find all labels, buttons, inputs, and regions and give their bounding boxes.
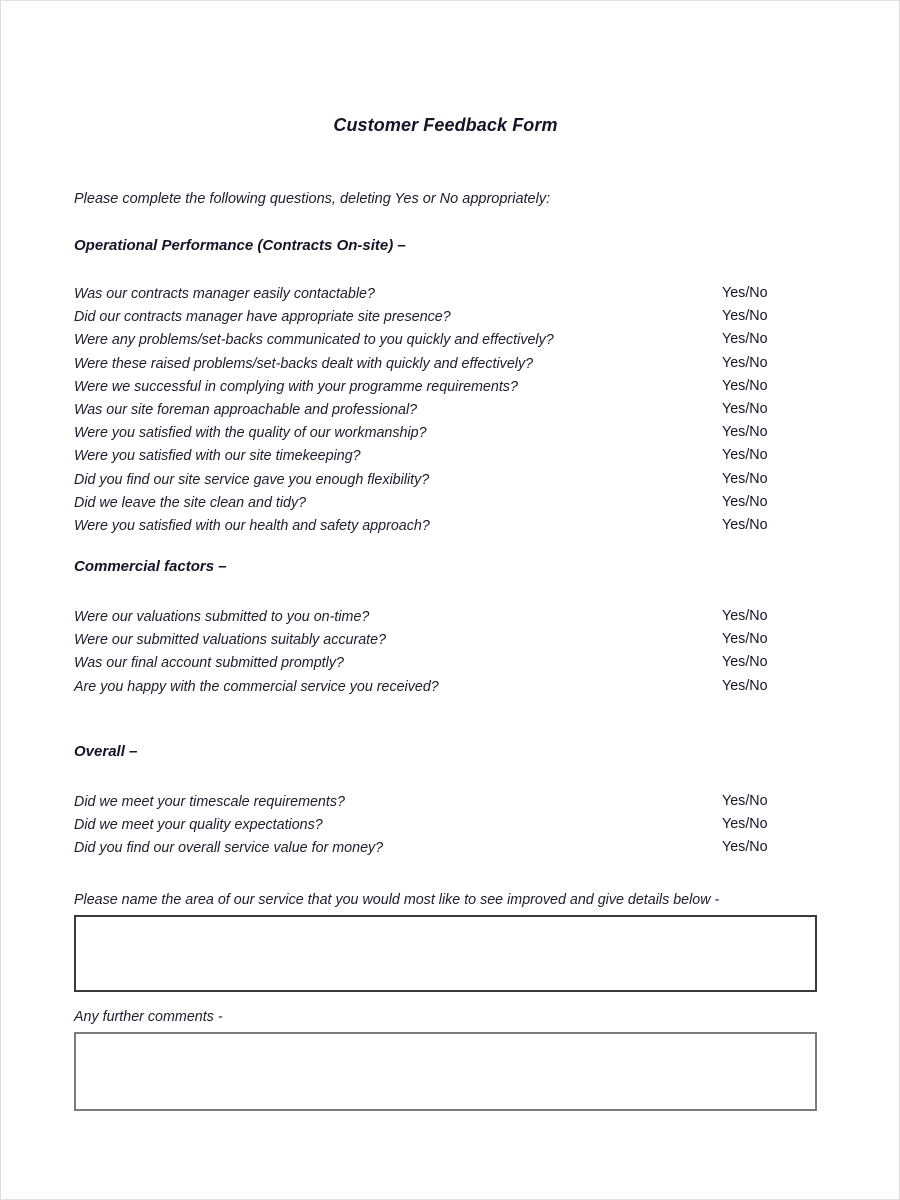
answer-yes-no[interactable]: Yes/No [722,308,768,325]
question-row [74,398,817,421]
question-text: Were our valuations submitted to you on-time? [74,609,370,625]
improvement-prompt-label: Please name the area of our service that you would most like to see improved and give details below - [74,892,720,908]
question-text: Was our final account submitted promptly? [74,655,344,672]
question-row [74,813,817,836]
section-heading-overall: Overall – [74,743,138,760]
question-row [74,514,817,537]
question-row [74,651,817,674]
question-row [74,675,817,698]
instruction-text: Please complete the following questions, deleting Yes or No appropriately: [74,191,551,207]
answer-yes-no[interactable]: Yes/No [722,816,768,833]
answer-yes-no[interactable]: Yes/No [722,285,768,301]
question-row [74,836,817,859]
answer-yes-no[interactable]: Yes/No [722,377,768,394]
question-text: Did you find our site service gave you enough flexibility? [74,471,430,488]
question-row [74,421,817,444]
question-text: Were our submitted valuations suitably accurate? [74,632,387,649]
question-row [74,328,817,351]
question-text: Were you satisfied with the quality of our workmanship? [74,425,427,442]
question-text: Were you satisfied with our health and safety approach? [74,517,430,534]
answer-yes-no[interactable]: Yes/No [722,493,768,510]
answer-yes-no[interactable]: Yes/No [722,839,768,856]
answer-yes-no[interactable]: Yes/No [722,631,768,648]
answer-yes-no[interactable]: Yes/No [722,400,768,417]
question-text: Did we meet your timescale requirements? [74,794,345,810]
answer-yes-no[interactable]: Yes/No [722,677,768,694]
question-text: Did we leave the site clean and tidy? [74,494,307,511]
improvement-answer-box[interactable] [74,915,817,992]
question-row [74,375,817,398]
answer-yes-no[interactable]: Yes/No [722,424,768,441]
question-text: Did you find our overall service value for money? [74,840,384,857]
question-text: Was our site foreman approachable and professional? [74,401,418,418]
answer-yes-no[interactable]: Yes/No [722,608,768,624]
question-list-overall [74,790,817,860]
question-text: Did we meet your quality expectations? [74,817,323,834]
answer-yes-no[interactable]: Yes/No [722,470,768,487]
answer-yes-no[interactable]: Yes/No [722,654,768,671]
answer-yes-no[interactable]: Yes/No [722,793,768,809]
question-row [74,468,817,491]
answer-yes-no[interactable]: Yes/No [722,354,768,371]
question-list-commercial [74,605,817,698]
question-text: Were we successful in complying with your programme requirements? [74,378,518,395]
question-text: Did our contracts manager have appropriate site presence? [74,309,451,326]
answer-yes-no[interactable]: Yes/No [722,331,768,348]
question-text: Were these raised problems/set-backs dealt with quickly and effectively? [74,355,534,372]
question-text: Was our contracts manager easily contactable? [74,286,375,302]
page-title: Customer Feedback Form [333,115,558,135]
section-heading-operational: Operational Performance (Contracts On-site) – [74,237,406,254]
question-text: Are you happy with the commercial service you received? [74,678,439,695]
question-row [74,605,817,628]
question-row [74,282,817,305]
comments-prompt-label: Any further comments - [74,1009,223,1025]
question-row [74,790,817,813]
comments-answer-box[interactable] [74,1032,817,1111]
question-list-operational [74,282,817,537]
answer-yes-no[interactable]: Yes/No [722,516,768,533]
question-text: Were any problems/set-backs communicated to you quickly and effectively? [74,332,554,349]
question-row [74,491,817,514]
question-row [74,305,817,328]
question-row [74,352,817,375]
answer-yes-no[interactable]: Yes/No [722,447,768,464]
question-text: Were you satisfied with our site timekeeping? [74,448,361,465]
question-row [74,628,817,651]
question-row [74,444,817,467]
section-heading-commercial: Commercial factors – [74,558,227,575]
